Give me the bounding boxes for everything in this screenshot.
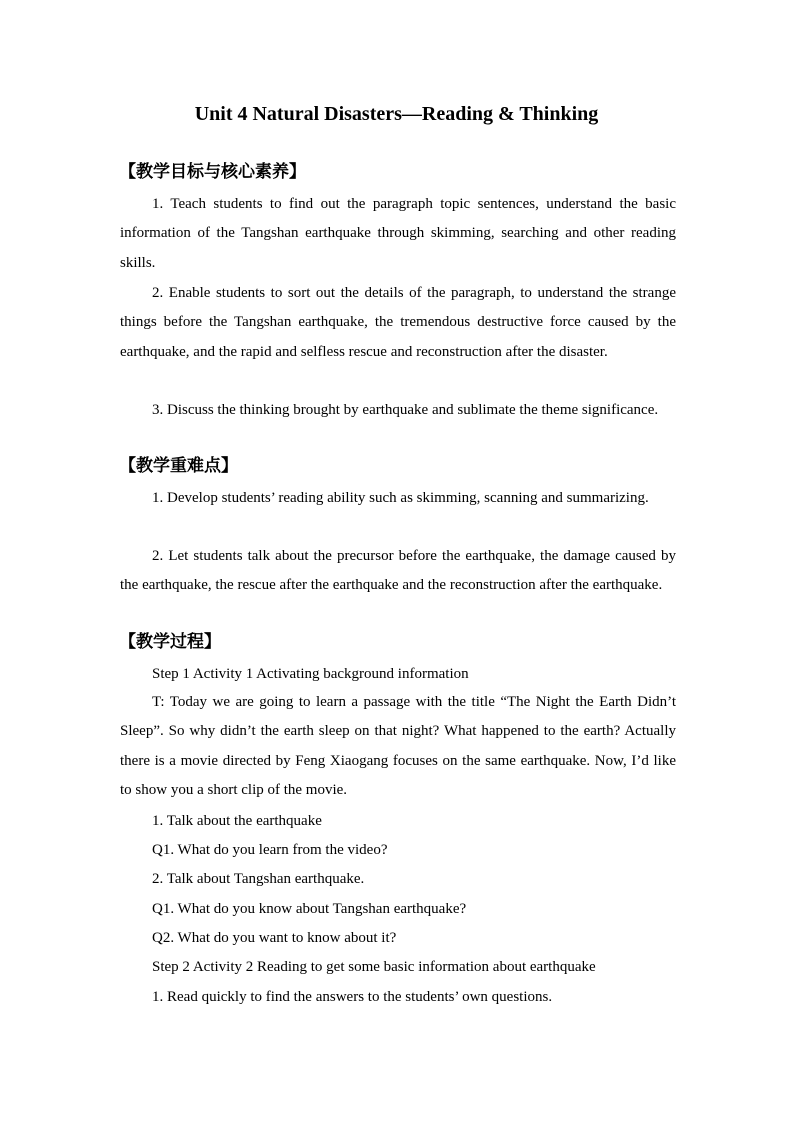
process-line: 2. Talk about Tangshan earthquake. bbox=[152, 871, 365, 887]
teacher-talk: T: Today we are going to learn a passage with the title “The Night the Earth Didn’t Sleep”. So why didn’t the earth sleep on that night? What happened to the earth? Actually there is a movie directed by Feng Xiaogang focuses on the same earthquake. Now, I’d like to show you a short clip of the movie. bbox=[120, 694, 676, 798]
process-line: Q1. What do you know about Tangshan earthquake? bbox=[152, 901, 467, 917]
key-point-item: 1. Develop students’ reading ability such as skimming, scanning and summarizing. bbox=[152, 490, 649, 506]
objective-item: 2. Enable students to sort out the details of the paragraph, to understand the strange things before the Tangshan earthquake, the tremendous destructive force caused by the earthquake, and the rapid and selfless rescue and reconstruction after the disaster. bbox=[120, 285, 676, 360]
process-line: 1. Read quickly to find the answers to the students’ own questions. bbox=[152, 989, 553, 1005]
section-heading-process: 【教学过程】 bbox=[119, 632, 221, 652]
key-point-item: 2. Let students talk about the precursor before the earthquake, the damage caused by the earthquake, the rescue after the earthquake and the reconstruction after the earthquake. bbox=[120, 548, 676, 594]
process-line: Q1. What do you learn from the video? bbox=[152, 842, 388, 858]
section-heading-objectives: 【教学目标与核心素养】 bbox=[119, 162, 306, 182]
process-line: 1. Talk about the earthquake bbox=[152, 813, 322, 829]
process-line: Q2. What do you want to know about it? bbox=[152, 930, 397, 946]
objective-item: 3. Discuss the thinking brought by earthquake and sublimate the theme significance. bbox=[152, 402, 659, 418]
document-title: Unit 4 Natural Disasters—Reading & Thinking bbox=[194, 103, 599, 125]
section-heading-key-points: 【教学重难点】 bbox=[119, 456, 238, 476]
objective-item: 1. Teach students to find out the paragraph topic sentences, understand the basic information of the Tangshan earthquake through skimming, searching and other reading skills. bbox=[120, 196, 676, 271]
step-1-heading: Step 1 Activity 1 Activating background information bbox=[152, 666, 469, 682]
process-line: Step 2 Activity 2 Reading to get some basic information about earthquake bbox=[152, 959, 596, 975]
